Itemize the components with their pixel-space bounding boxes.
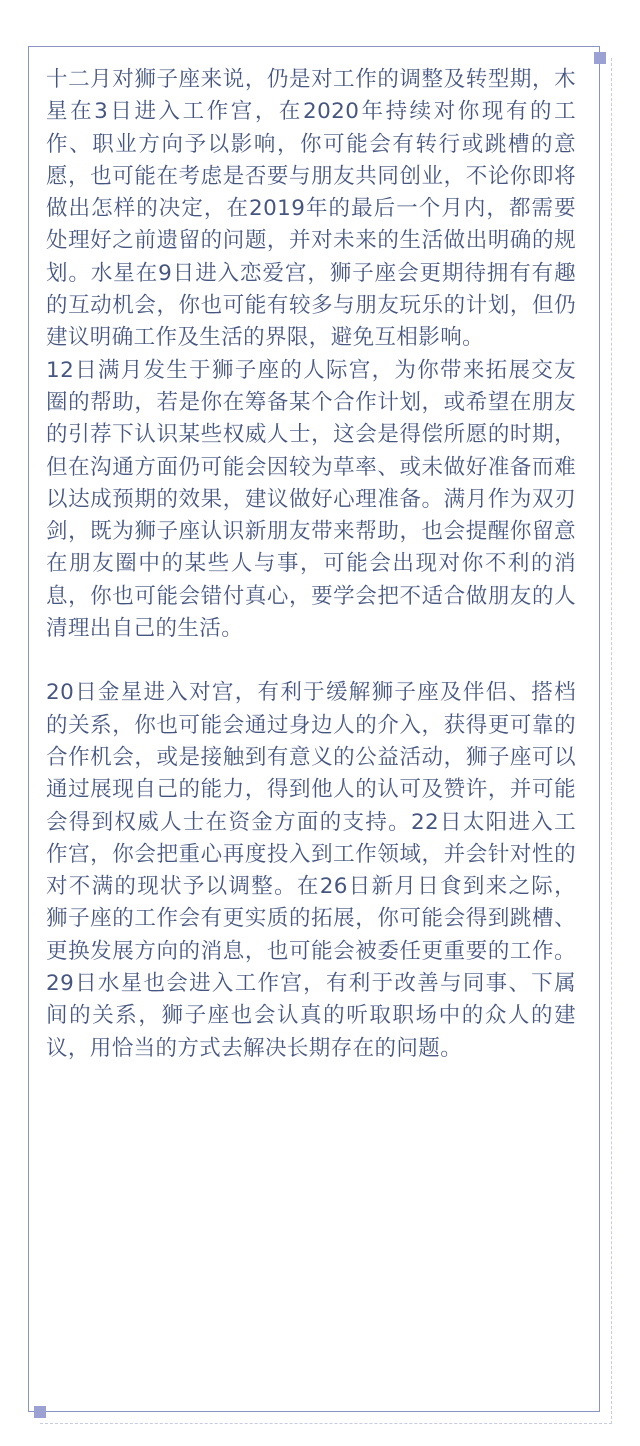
article-body — [46, 64, 576, 1065]
corner-square-bottom-left — [34, 1406, 46, 1418]
paragraph-1: 十二月对狮子座来说，仍是对工作的调整及转型期，木星在3日进入工作宫，在2020年持续对你现有的工作、职业方向予以影响，你可能会有转行或跳槽的意愿，也可能在考虑是否要与朋友共同创业，不论你即将做出怎样的决定，在2019年的最后一个月内，都需要处理好之前遗留的问题，并对未来的生活做出明确的规划。水星在9日进入恋爱宫，狮子座会更期待拥有有趣的互动机会，你也可能有较多与朋友玩乐的计划，但仍建议明确工作及生活的界限，避免互相影响。 — [46, 67, 576, 351]
paragraph-3: 20日金星进入对宫，有利于缓解狮子座及伴侣、搭档的关系，你也可能会通过身边人的介入，获得更可靠的合作机会，或是接触到有意义的公益活动，狮子座可以通过展现自己的能力，得到他人的认可及赞许，并可能会得到权威人士在资金方面的支持。22日太阳进入工作宫，你会把重心再度投入到工作领域，并会针对性的对不满的现状予以调整。在26日新月日食到来之际，狮子座的工作会有更实质的拓展，你可能会得到跳槽、更换发展方向的消息，也可能会被委任更重要的工作。29日水星也会进入工作宫，有利于改善与同事、下属间的关系，狮子座也会认真的听取职场中的众人的建议，用恰当的方式去解决长期存在的问题。 — [46, 680, 576, 1061]
corner-square-top-right — [594, 52, 606, 64]
paragraph-2: 12日满月发生于狮子座的人际宫，为你带来拓展交友圈的帮助，若是你在筹备某个合作计划，或希望在朋友的引荐下认识某些权威人士，这会是得偿所愿的时期，但在沟通方面仍可能会因较为草率、或未做好准备而难以达成预期的效果，建议做好心理准备。满月作为双刃剑，既为狮子座认识新朋友带来帮助，也会提醒你留意在朋友圈中的某些人与事，可能会出现对你不利的消息，你也可能会错付真心，要学会把不适合做朋友的人清理出自己的生活。 — [46, 357, 576, 642]
